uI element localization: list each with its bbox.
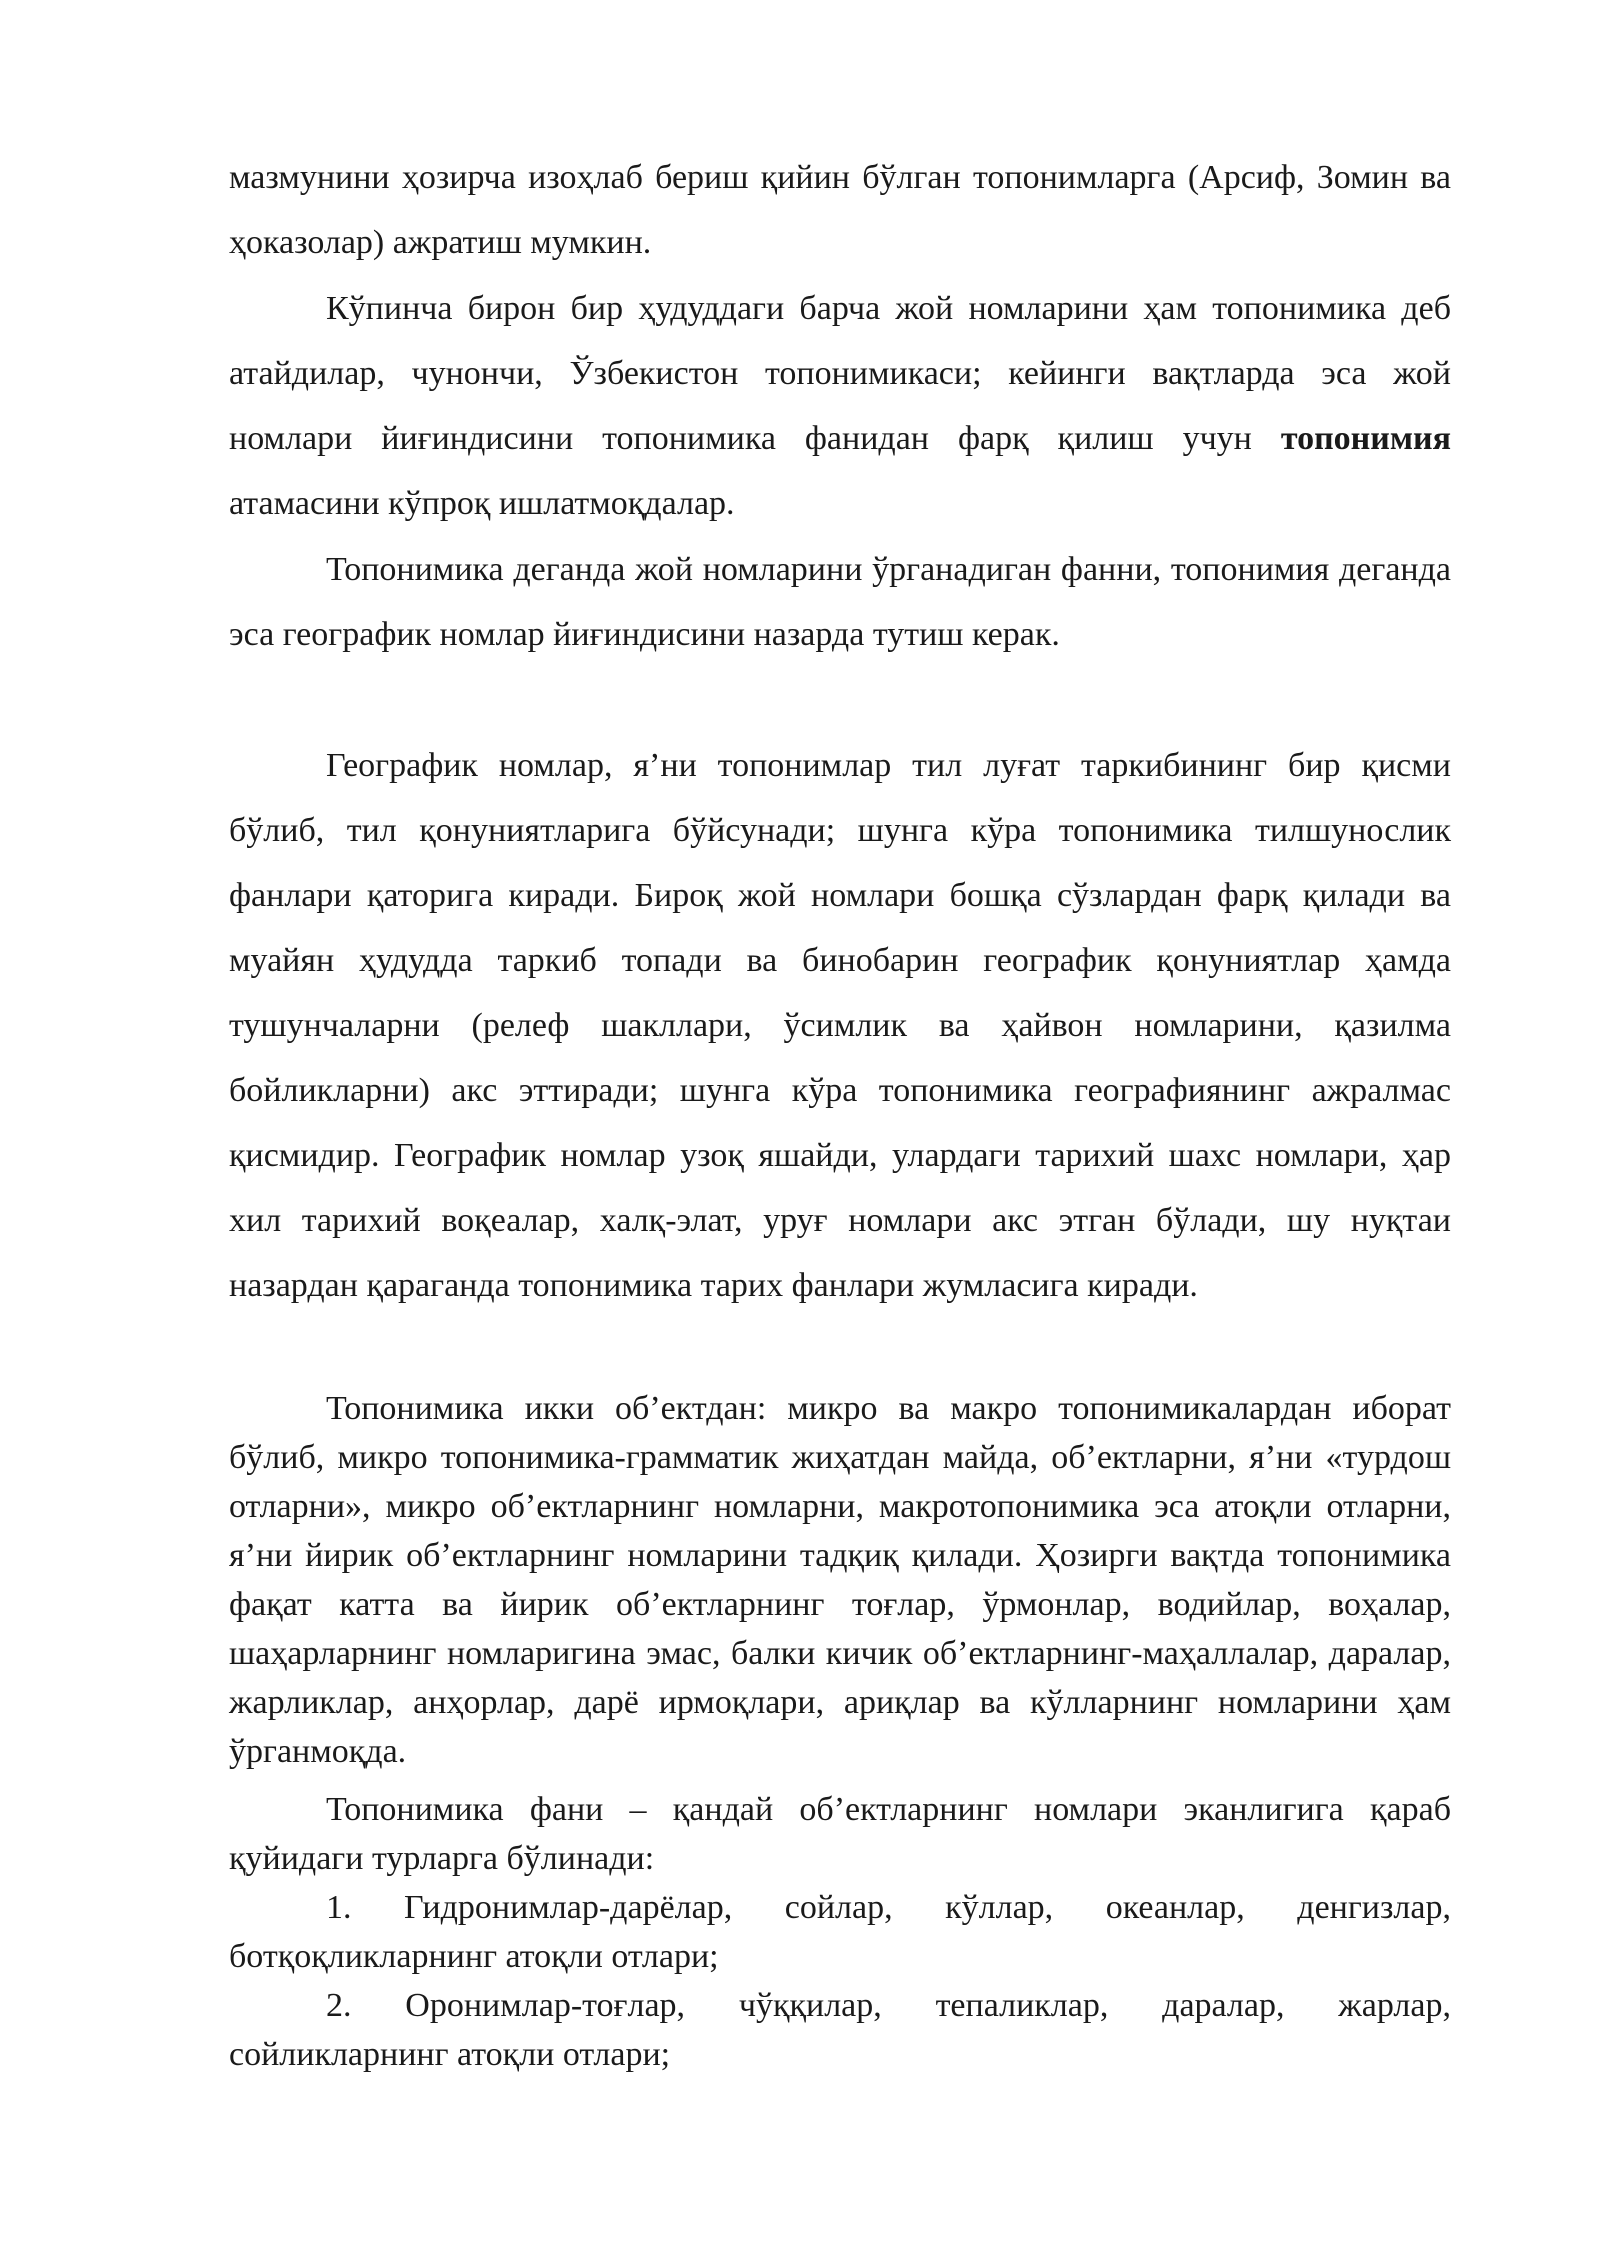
paragraph-micro-macro: Топонимика икки об’ектдан: микро ва макро топонимикалардан иборат бўлиб, микро топонимика-грамматик жиҳатдан майда, об’ектларни, я’ни «турдош отларни», микро об’ектларнинг номларни, макротопонимика эса атоқли отларни, я’ни йирик об’ектларнинг номларини тадқиқ қилади. Ҳозирги вақтда топонимика фақат катта ва йирик об’ектларнинг тоғлар, ўрмонлар, водийлар, воҳалар, шаҳарларнинг номларигина эмас, балки кичик об’ектларнинг-маҳаллалар, даралар, жарликлар, анҳорлар, дарё ирмоқлари, ариқлар ва кўлларнинг номларини ҳам ўрганмоқда. xyxy=(229,1390,1451,1770)
paragraph-definition: Топонимика деганда жой номларини ўрганадиган фанни, топонимия деганда эса географик номлар йиғиндисини назарда тутиш керак. xyxy=(229,551,1451,653)
paragraph-types-intro: Топонимика фани – қандай об’ектларнинг номлари эканлигига қараб қуйидаги турларга бўлинади: xyxy=(229,1791,1451,1877)
paragraph-toponymy-term xyxy=(229,276,1451,536)
list-item-hydronyms: 1. Гидронимлар-дарёлар, сойлар, кўллар, океанлар, денгизлар, ботқоқликларнинг атоқли отлари; xyxy=(229,1889,1451,1975)
bold-term: топонимия xyxy=(1280,420,1451,457)
paragraph-text: атамасини кўпроқ ишлатмоқдалар. xyxy=(229,485,735,522)
list-item-oronyms: 2. Оронимлар-тоғлар, чўққилар, тепаликлар, даралар, жарлар, сойликларнинг атоқли отлари; xyxy=(229,1987,1451,2073)
paragraph-text: Кўпинча бирон бир ҳудуддаги барча жой номларини ҳам топонимика деб атайдилар, чунончи, Ўзбекистон топонимикаси; кейинги вақтларда эса жой номлари йиғиндисини топонимика фанидан фарқ қилиш учун xyxy=(229,290,1451,457)
paragraph-geographic-names: Географик номлар, я’ни топонимлар тил луғат таркибининг бир қисми бўлиб, тил қонуниятларига бўйсунади; шунга кўра топонимика тилшунослик фанлари қаторига киради. Бироқ жой номлари бошқа сўзлардан фарқ қилади ва муайян ҳудудда таркиб топади ва бинобарин географик қонуниятлар ҳамда тушунчаларни (релеф шакллари, ўсимлик ва ҳайвон номларини, қазилма бойликларни) акс эттиради; шунга кўра топонимика географиянинг ажралмас қисмидир. Географик номлар узоқ яшайди, улардаги тарихий шахс номлари, ҳар хил тарихий воқеалар, халқ-элат, уруғ номлари акс этган бўлади, шу нуқтаи назардан қараганда топонимика тарих фанлари жумласига киради. xyxy=(229,747,1451,1304)
paragraph-continuation: мазмунини ҳозирча изоҳлаб бериш қийин бўлган топонимларга (Арсиф, Зомин ва ҳоказолар) ажратиш мумкин. xyxy=(229,159,1451,261)
